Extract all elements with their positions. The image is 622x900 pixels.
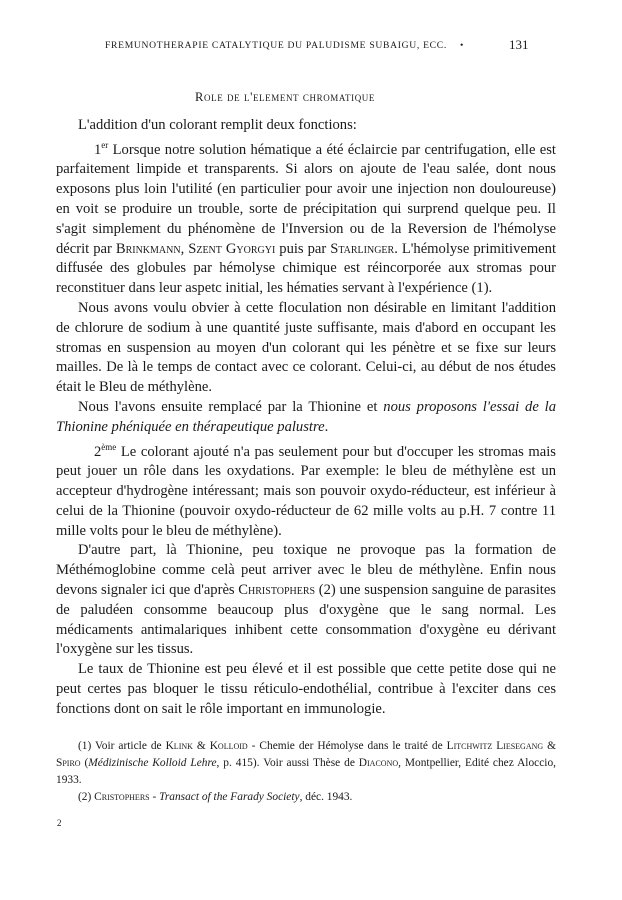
paragraph-4: Nous l'avons ensuite remplacé par la Thionine et nous proposons l'essai de la Thionine phéniquée en thérapeutique palustre. (56, 399, 556, 435)
section-title: Role de l'element chromatique (195, 90, 375, 104)
running-title: FREMUNOTHERAPIE CATALYTIQUE DU PALUDISME SUBAIGU, ECC. (105, 40, 447, 51)
footnotes (56, 738, 556, 806)
page-number: 131 (509, 37, 529, 52)
paragraph-1: L'addition d'un colorant remplit deux fonctions: (78, 117, 357, 133)
footnote-1: (1) Voir article de Klink & Kolloid - Chemie der Hémolyse dans le traité de Litchwitz Liesegang & Spiro (Médizinische Kolloid Lehre, p. 415). Voir aussi Thèse de Diacono, Montpellier, Edité chez Aloccio, 1933. (56, 740, 556, 786)
running-header (105, 37, 535, 52)
paragraph-6: D'autre part, là Thionine, peu toxique ne provoque pas la formation de Méthémoglobine comme celà peut arriver avec le bleu de méthylène. Enfin nous devons signaler ici que d'après Christophers (2) une suspension sanguine de parasites de paludéen consomme beaucoup plus d'oxygène que le sang normal. Les médicaments antimalariques inhibent cette consommation d'oxygène eu dérivant l'oxygène sur les tissus. (56, 542, 556, 658)
header-bullet: • (460, 40, 465, 51)
paragraph-7: Le taux de Thionine est peu élevé et il est possible que cette petite dose qui ne peut certes pas bloquer le tissu réticulo-endothélial, contribue à l'exciter dans ces fonctions dont on sait le rôle important en immunologie. (56, 661, 556, 717)
signature-mark: 2 (57, 818, 62, 828)
body-text (56, 116, 556, 720)
paragraph-5: 2ème Le colorant ajouté n'a pas seulement pour but d'occuper les stromas mais peut jouer un rôle dans les oxydations. Par exemple: le bleu de méthylène est un accepteur d'hydrogène intéressant; mais son pouvoir oxydo-réducteur, est inférieur à celui de la Thionine (pouvoir oxydo-réducteur de 62 mille volts au p.H. 7 contre 11 mille volts pour le bleu de méthylène). (56, 441, 556, 539)
paragraph-3: Nous avons voulu obvier à cette floculation non désirable en limitant l'addition de chlorure de sodium à une quantité juste suffisante, mais d'abord en occupant les stromas en suspension au moyen d'un colorant qui les pénètre et se fixe sur leurs mailles. De là le temps de contact avec ce colorant. Celui-ci, au début de nos études était le Bleu de méthylène. (56, 300, 556, 396)
footnote-2: (2) Cristophers - Transact of the Farady Society, déc. 1943. (78, 791, 353, 803)
paragraph-2: 1er Lorsque notre solution hématique a été éclaircie par centrifugation, elle est parfaitement limpide et transparents. Si alors on ajoute de l'eau salée, dont nous exposons plus loin l'utilité (en particulier pour avoir une injection non douloureuse) en voit se produire un trouble, sorte de précipitation qui surprend quelque peu. Il s'agit simplement du phénomène de l'Inversion ou de la Reversion de l'hémolyse décrit par Brinkmann, Szent Gyorgyi puis par Starlinger. L'hémolyse primitivement diffusée des globules par hémolyse chimique est réincorporée aux stromas pour reconstituer dans leur aspetc initial, les hématies servant à l'expérience (1). (56, 139, 556, 297)
